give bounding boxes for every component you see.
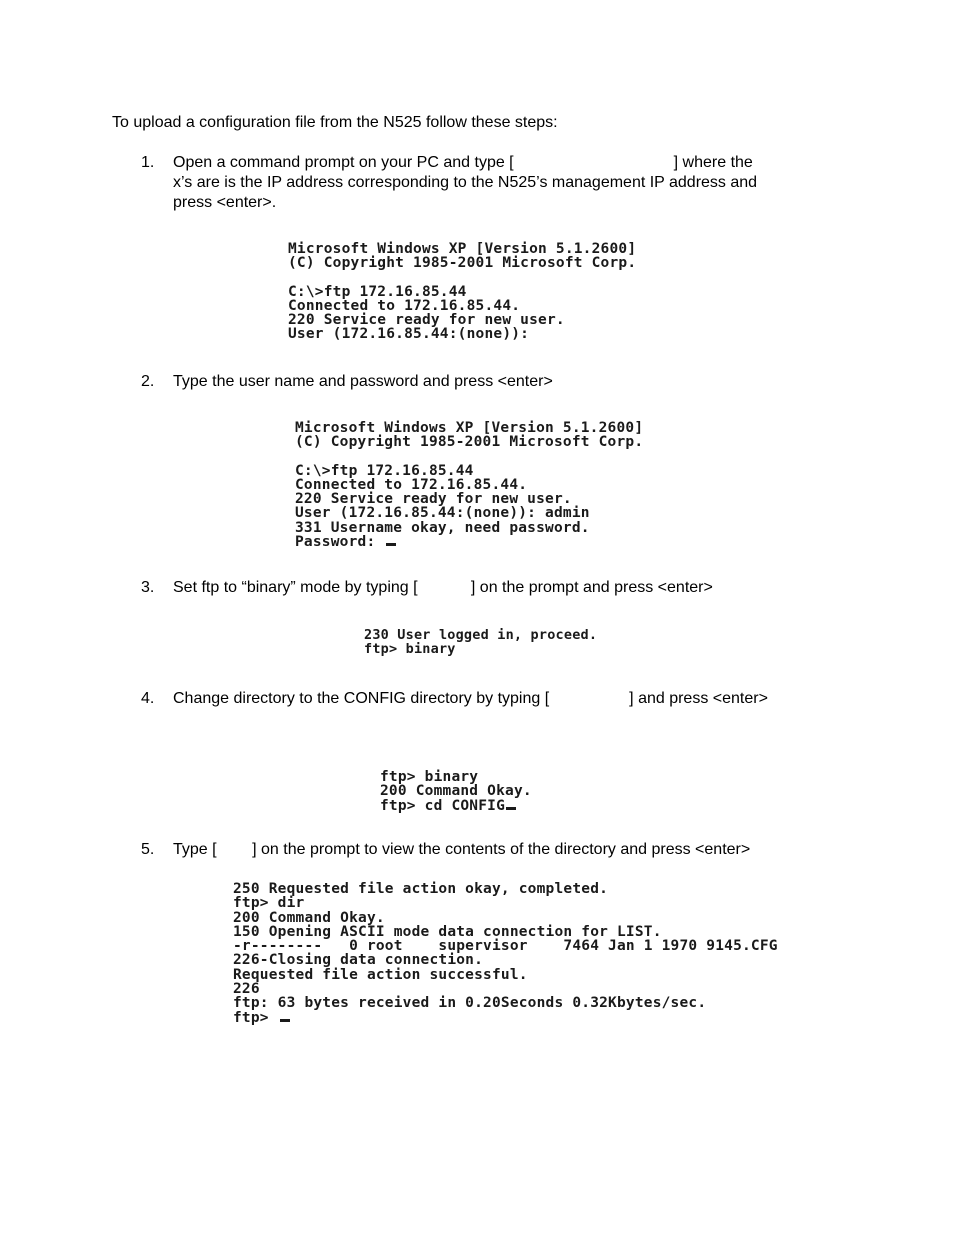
terminal-line-with-cursor [295, 535, 643, 549]
terminal-line: (C) Copyright 1985-2001 Microsoft Corp. [295, 434, 644, 451]
terminal-line: C:\>ftp 172.16.85.44 [295, 462, 474, 479]
step-line: press <enter>. [173, 194, 277, 211]
step-line: Change directory to the CONFIG directory by typing [ ] and press <enter> [173, 690, 768, 707]
step-number: 4. [141, 690, 155, 707]
step-text [173, 689, 823, 709]
step-number: 3. [141, 579, 155, 596]
step-line: Open a command prompt on your PC and type [ ] where the [173, 154, 753, 171]
terminal-line: ftp> [233, 1009, 278, 1026]
intro-text: To upload a configuration file from the N525 follow these steps: [112, 114, 558, 131]
step-number: 5. [141, 841, 155, 858]
step-number: 2. [141, 373, 155, 390]
step-text [173, 578, 823, 598]
terminal-line: 250 Requested file action okay, completed. [233, 881, 609, 897]
terminal-line: ftp: 63 bytes received in 0.20Seconds 0.32Kbytes/sec. [233, 995, 707, 1012]
terminal-screenshot-4 [380, 770, 532, 813]
terminal-screenshot-3 [364, 628, 597, 657]
terminal-line: Connected to 172.16.85.44. [288, 297, 521, 314]
step-text [173, 840, 823, 860]
terminal-line: C:\>ftp 172.16.85.44 [288, 283, 467, 300]
terminal-line: (C) Copyright 1985-2001 Microsoft Corp. [288, 255, 637, 272]
terminal-line: User (172.16.85.44:(none)): [288, 326, 530, 343]
text-cursor [386, 543, 396, 546]
terminal-line: User (172.16.85.44:(none)): admin [295, 505, 590, 522]
terminal-screenshot-2 [295, 421, 643, 549]
terminal-line: 230 User logged in, proceed. [364, 627, 598, 643]
terminal-line: ftp> binary [380, 769, 479, 785]
terminal-line: -r-------- 0 root supervisor 7464 Jan 1 1970 9145.CFG [233, 938, 778, 955]
step-line: Set ftp to “binary” mode by typing [ ] on the prompt and press <enter> [173, 579, 713, 596]
terminal-line: ftp> dir [233, 895, 305, 912]
terminal-line: 200 Command Okay. [380, 783, 532, 800]
step-text [173, 153, 823, 213]
terminal-line: 226 [233, 981, 260, 998]
terminal-line: 200 Command Okay. [233, 909, 385, 926]
terminal-line: 220 Service ready for new user. [295, 491, 572, 508]
terminal-line: 226-Closing data connection. [233, 952, 484, 969]
terminal-line: Microsoft Windows XP [Version 5.1.2600] [288, 241, 637, 257]
terminal-line: Requested file action successful. [233, 966, 528, 983]
step-line: Type the user name and password and press <enter> [173, 373, 553, 390]
step-line: Type [ ] on the prompt to view the contents of the directory and press <enter> [173, 841, 751, 858]
terminal-line: 220 Service ready for new user. [288, 312, 565, 329]
step-line: x’s are is the IP address corresponding to the N525’s management IP address and [173, 174, 758, 191]
text-cursor [506, 807, 516, 810]
step-number: 1. [141, 154, 155, 171]
terminal-line: Connected to 172.16.85.44. [295, 476, 528, 493]
terminal-line-with-cursor [233, 1011, 778, 1025]
terminal-screenshot-5 [233, 882, 778, 1025]
terminal-line: ftp> cd CONFIG [380, 797, 506, 814]
step-text [173, 372, 823, 392]
terminal-line: ftp> binary [364, 641, 456, 658]
terminal-line: 331 Username okay, need password. [295, 519, 590, 536]
text-cursor [280, 1019, 290, 1022]
terminal-line: Microsoft Windows XP [Version 5.1.2600] [295, 420, 644, 436]
terminal-screenshot-1 [288, 242, 636, 342]
terminal-line: 150 Opening ASCII mode data connection for LIST. [233, 923, 662, 940]
terminal-line: Password: [295, 534, 385, 551]
terminal-line-with-cursor [380, 799, 532, 813]
